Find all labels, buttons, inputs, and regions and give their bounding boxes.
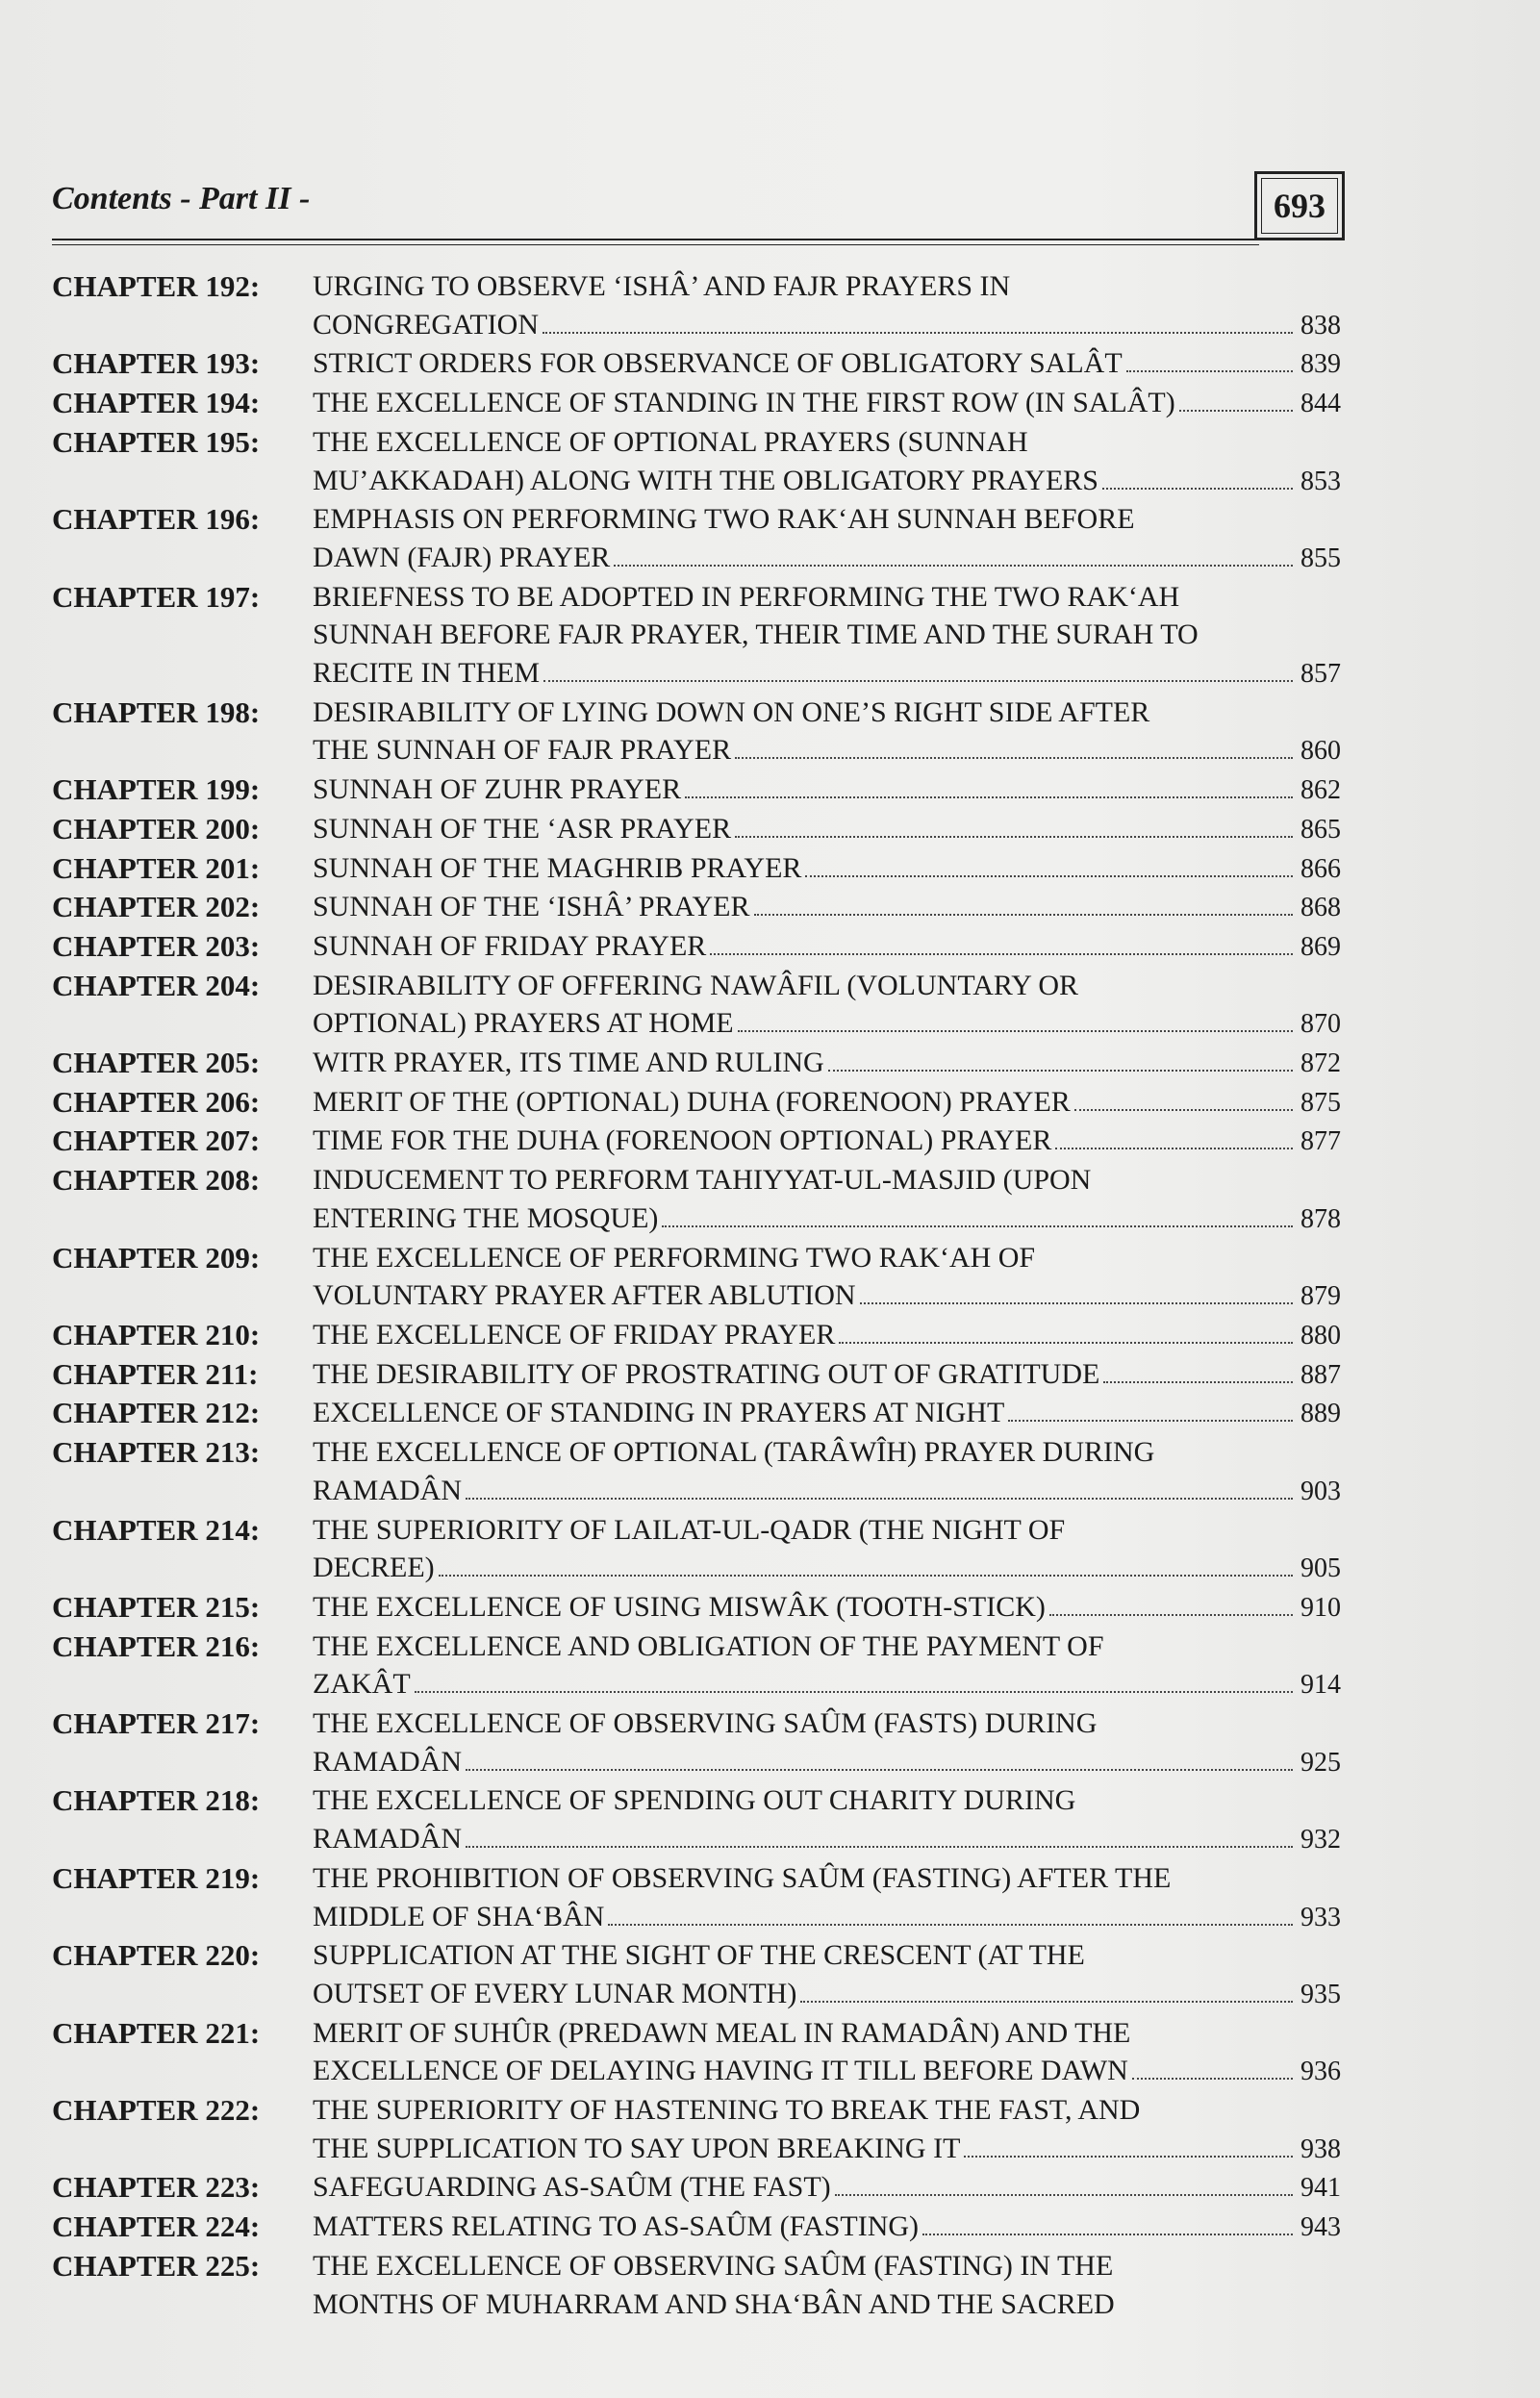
chapter-label: CHAPTER 198:	[52, 694, 261, 729]
title-text: EXCELLENCE OF DELAYING HAVING IT TILL BEFORE DAWN	[313, 2055, 1128, 2087]
toc-entry	[52, 1859, 1341, 1936]
toc-entry	[52, 849, 1341, 889]
chapter-title	[313, 578, 1341, 694]
toc-entry	[52, 888, 1341, 927]
page-ref: 887	[1300, 1359, 1341, 1390]
title-line	[313, 1239, 1341, 1277]
chapter-label: CHAPTER 205:	[52, 1046, 261, 1080]
page-ref: 910	[1300, 1592, 1341, 1623]
chapter-label: CHAPTER 219:	[52, 1860, 261, 1895]
page-ref: 877	[1300, 1126, 1341, 1157]
title-text: DESIRABILITY OF LYING DOWN ON ONE’S RIGHT SIDE AFTER	[313, 695, 1150, 728]
dot-leader	[922, 2234, 1293, 2235]
toc-entry	[52, 1161, 1341, 1238]
dot-leader	[415, 1691, 1293, 1693]
title-text: DAWN (FAJR) PRAYER	[313, 541, 611, 573]
title-line	[313, 384, 1341, 423]
chapter-title	[313, 423, 1341, 500]
title-text: THE EXCELLENCE AND OBLIGATION OF THE PAYMENT OF	[313, 1629, 1104, 1662]
toc-entry	[52, 694, 1341, 770]
page-ref: 938	[1300, 2133, 1341, 2164]
title-text: SUNNAH OF THE MAGHRIB PRAYER	[313, 851, 802, 884]
title-line	[313, 267, 1341, 306]
title-text: THE EXCELLENCE OF USING MISWÂK (TOOTH-STICK)	[313, 1590, 1046, 1623]
page-ref: 855	[1300, 543, 1341, 573]
title-line	[313, 1549, 1341, 1588]
toc-entry	[52, 1355, 1341, 1395]
dot-leader	[1126, 370, 1293, 372]
title-line	[313, 770, 1341, 810]
header-rule	[52, 239, 1259, 240]
page-ref: 941	[1300, 2173, 1341, 2204]
title-line	[313, 2285, 1341, 2324]
dot-leader	[1008, 1420, 1293, 1422]
chapter-label: CHAPTER 200:	[52, 811, 261, 846]
title-text: MERIT OF THE (OPTIONAL) DUHA (FORENOON) PRAYER	[313, 1085, 1071, 1118]
page-header	[52, 171, 1341, 267]
dot-leader	[662, 1225, 1293, 1227]
chapter-title	[313, 384, 1341, 423]
title-line	[313, 1083, 1341, 1123]
title-line	[313, 2168, 1341, 2208]
title-text: RAMADÂN	[313, 1823, 463, 1855]
toc-entry	[52, 2014, 1341, 2091]
chapter-title	[313, 1122, 1341, 1161]
chapter-title	[313, 927, 1341, 967]
title-line	[313, 694, 1341, 732]
title-text: VOLUNTARY PRAYER AFTER ABLUTION	[313, 1279, 856, 1312]
chapter-title	[313, 1859, 1341, 1936]
chapter-label: CHAPTER 193:	[52, 346, 261, 381]
chapter-title	[313, 888, 1341, 927]
title-text: THE SUPERIORITY OF HASTENING TO BREAK THE FAST, AND	[313, 2094, 1141, 2127]
dot-leader	[1179, 410, 1293, 412]
title-line	[313, 1433, 1341, 1472]
title-text: MIDDLE OF SHA‘BÂN	[313, 1900, 605, 1932]
title-line	[313, 578, 1341, 617]
chapter-label: CHAPTER 216:	[52, 1628, 261, 1663]
page-ref: 872	[1300, 1048, 1341, 1079]
toc-entry	[52, 967, 1341, 1044]
page-ref: 870	[1300, 1009, 1341, 1040]
chapter-title	[313, 967, 1341, 1044]
chapter-label: CHAPTER 223:	[52, 2170, 261, 2205]
page-number: 693	[1261, 178, 1338, 234]
title-line	[313, 306, 1341, 345]
title-text: SUPPLICATION AT THE SIGHT OF THE CRESCENT (AT THE	[313, 1939, 1085, 1972]
page-ref: 903	[1300, 1476, 1341, 1506]
title-text: THE PROHIBITION OF OBSERVING SAÛM (FASTING) AFTER THE	[313, 1861, 1172, 1894]
toc-entry	[52, 1588, 1341, 1628]
title-line	[313, 1781, 1341, 1820]
title-line	[313, 462, 1341, 501]
title-text: SUNNAH OF FRIDAY PRAYER	[313, 929, 707, 962]
dot-leader	[805, 875, 1293, 877]
chapter-label: CHAPTER 202:	[52, 890, 261, 924]
dot-leader	[1103, 1381, 1293, 1383]
page-number-box	[1254, 171, 1345, 240]
title-text: ZAKÂT	[313, 1668, 411, 1701]
title-line	[313, 1355, 1341, 1395]
chapter-title	[313, 1936, 1341, 2013]
toc-entry	[52, 1316, 1341, 1355]
dot-leader	[608, 1924, 1293, 1926]
chapter-title	[313, 2014, 1341, 2091]
toc-entry	[52, 500, 1341, 577]
toc-entry	[52, 384, 1341, 423]
toc-entry	[52, 1044, 1341, 1083]
toc-entry	[52, 2208, 1341, 2247]
title-text: SAFEGUARDING AS-SAÛM (THE FAST)	[313, 2171, 831, 2204]
running-head: Contents - Part II -	[52, 181, 311, 216]
title-line	[313, 1122, 1341, 1161]
title-text: INDUCEMENT TO PERFORM TAHIYYAT-UL-MASJID (UPON	[313, 1164, 1092, 1197]
title-line	[313, 967, 1341, 1005]
toc-entry	[52, 1628, 1341, 1704]
title-text: THE EXCELLENCE OF OPTIONAL PRAYERS (SUNNAH	[313, 425, 1028, 458]
chapter-label: CHAPTER 196:	[52, 502, 261, 537]
title-line	[313, 1199, 1341, 1239]
toc-entry	[52, 344, 1341, 384]
title-line	[313, 1628, 1341, 1666]
title-text: DECREE)	[313, 1552, 435, 1584]
toc-entry	[52, 578, 1341, 694]
chapter-label: CHAPTER 199:	[52, 772, 261, 807]
title-text: WITR PRAYER, ITS TIME AND RULING	[313, 1047, 824, 1079]
page-ref: 905	[1300, 1553, 1341, 1584]
chapter-title	[313, 1781, 1341, 1858]
title-text: SUNNAH OF THE ‘ISHÂ’ PRAYER	[313, 891, 750, 923]
dot-leader	[439, 1575, 1293, 1577]
page-ref: 857	[1300, 659, 1341, 690]
title-line	[313, 2130, 1341, 2169]
title-text: MU’AKKADAH) ALONG WITH THE OBLIGATORY PRAYERS	[313, 464, 1098, 496]
chapter-label: CHAPTER 211:	[52, 1356, 259, 1391]
title-line	[313, 1665, 1341, 1704]
page-ref: 932	[1300, 1825, 1341, 1855]
title-line	[313, 2247, 1341, 2285]
dot-leader	[860, 1302, 1293, 1304]
page-ref: 866	[1300, 853, 1341, 884]
dot-leader	[1055, 1148, 1293, 1149]
dot-leader	[964, 2156, 1293, 2158]
chapter-title	[313, 694, 1341, 770]
title-text: THE EXCELLENCE OF STANDING IN THE FIRST ROW (IN SALÂT)	[313, 387, 1175, 419]
title-line	[313, 1044, 1341, 1083]
dot-leader	[710, 953, 1293, 955]
dot-leader	[466, 1846, 1293, 1848]
page-ref: 839	[1300, 349, 1341, 380]
page-ref: 914	[1300, 1670, 1341, 1701]
title-line	[313, 1936, 1341, 1975]
page-ref: 865	[1300, 814, 1341, 845]
chapter-label: CHAPTER 220:	[52, 1938, 261, 1973]
page-ref: 844	[1300, 389, 1341, 419]
chapter-label: CHAPTER 192:	[52, 269, 261, 303]
title-text: DESIRABILITY OF OFFERING NAWÂFIL (VOLUNTARY OR	[313, 969, 1079, 1001]
title-text: THE EXCELLENCE OF PERFORMING TWO RAK‘AH OF	[313, 1241, 1036, 1274]
title-line	[313, 539, 1341, 578]
toc-entry	[52, 770, 1341, 810]
title-text: EXCELLENCE OF STANDING IN PRAYERS AT NIGHT	[313, 1397, 1005, 1429]
toc-entry	[52, 1781, 1341, 1858]
title-text: RECITE IN THEM	[313, 657, 541, 690]
title-line	[313, 2091, 1341, 2130]
chapter-title	[313, 1588, 1341, 1628]
title-line	[313, 731, 1341, 770]
title-text: SUNNAH OF ZUHR PRAYER	[313, 773, 682, 806]
page-ref: 889	[1300, 1399, 1341, 1429]
toc-entry	[52, 1083, 1341, 1123]
title-line	[313, 2014, 1341, 2053]
title-text: URGING TO OBSERVE ‘ISHÂ’ AND FAJR PRAYERS IN	[313, 270, 1011, 302]
page-ref: 869	[1300, 931, 1341, 962]
title-line	[313, 2052, 1341, 2091]
dot-leader	[1049, 1614, 1293, 1616]
page-ref: 878	[1300, 1203, 1341, 1234]
chapter-title	[313, 1161, 1341, 1238]
title-line	[313, 1316, 1341, 1355]
page-ref: 935	[1300, 1979, 1341, 2009]
chapter-label: CHAPTER 206:	[52, 1084, 261, 1119]
title-text: ENTERING THE MOSQUE)	[313, 1201, 659, 1234]
toc-entry	[52, 1433, 1341, 1510]
title-text: THE SUPPLICATION TO SAY UPON BREAKING IT	[313, 2132, 961, 2164]
chapter-label: CHAPTER 222:	[52, 2093, 261, 2128]
chapter-title	[313, 1394, 1341, 1433]
chapter-label: CHAPTER 225:	[52, 2248, 261, 2283]
title-line	[313, 1704, 1341, 1743]
title-line	[313, 344, 1341, 384]
title-text: EMPHASIS ON PERFORMING TWO RAK‘AH SUNNAH BEFORE	[313, 503, 1135, 536]
page-ref: 925	[1300, 1747, 1341, 1778]
title-line	[313, 927, 1341, 967]
toc-entry	[52, 1239, 1341, 1316]
chapter-title	[313, 1316, 1341, 1355]
title-text: THE EXCELLENCE OF SPENDING OUT CHARITY DURING	[313, 1784, 1076, 1817]
dot-leader	[466, 1769, 1293, 1771]
chapter-title	[313, 2091, 1341, 2168]
dot-leader	[614, 565, 1293, 567]
dot-leader	[754, 914, 1294, 916]
title-text: THE EXCELLENCE OF OBSERVING SAÛM (FASTING) IN THE	[313, 2249, 1114, 2282]
title-line	[313, 1161, 1341, 1199]
title-text: TIME FOR THE DUHA (FORENOON OPTIONAL) PRAYER	[313, 1124, 1052, 1157]
dot-leader	[1074, 1109, 1293, 1111]
title-text: SUNNAH BEFORE FAJR PRAYER, THEIR TIME AND THE SURAH TO	[313, 618, 1199, 651]
chapter-label: CHAPTER 221:	[52, 2015, 261, 2050]
chapter-label: CHAPTER 214:	[52, 1512, 261, 1547]
toc-entry	[52, 423, 1341, 500]
chapter-title	[313, 2168, 1341, 2208]
page-ref: 933	[1300, 1902, 1341, 1932]
chapter-label: CHAPTER 201:	[52, 850, 261, 885]
chapter-title	[313, 1044, 1341, 1083]
chapter-title	[313, 810, 1341, 849]
chapter-label: CHAPTER 217:	[52, 1706, 261, 1741]
dot-leader	[543, 332, 1293, 334]
toc-entry	[52, 1511, 1341, 1588]
dot-leader	[466, 1498, 1293, 1500]
chapter-label: CHAPTER 224:	[52, 2209, 261, 2244]
chapter-label: CHAPTER 215:	[52, 1589, 261, 1624]
toc-entry	[52, 2247, 1341, 2323]
dot-leader	[738, 1030, 1293, 1032]
page-ref: 875	[1300, 1087, 1341, 1118]
chapter-label: CHAPTER 194:	[52, 386, 261, 420]
dot-leader	[735, 836, 1293, 838]
title-text: CONGREGATION	[313, 308, 539, 341]
page-ref: 862	[1300, 775, 1341, 806]
toc-entry	[52, 2168, 1341, 2208]
title-text: STRICT ORDERS FOR OBSERVANCE OF OBLIGATORY SALÂT	[313, 347, 1123, 380]
chapter-label: CHAPTER 213:	[52, 1435, 261, 1470]
title-text: MONTHS OF MUHARRAM AND SHA‘BÂN AND THE SACRED	[313, 2287, 1115, 2320]
chapter-title	[313, 1628, 1341, 1704]
chapter-title	[313, 2208, 1341, 2247]
page-ref: 853	[1300, 466, 1341, 496]
chapter-title	[313, 267, 1341, 344]
page-ref: 838	[1300, 310, 1341, 341]
chapter-label: CHAPTER 208:	[52, 1163, 261, 1198]
title-text: THE SUNNAH OF FAJR PRAYER	[313, 734, 732, 767]
chapter-title	[313, 500, 1341, 577]
title-text: OPTIONAL) PRAYERS AT HOME	[313, 1007, 734, 1040]
title-line	[313, 1859, 1341, 1898]
title-line	[313, 2208, 1341, 2247]
page-ref: 868	[1300, 893, 1341, 923]
dot-leader	[1132, 2078, 1293, 2080]
toc-entry	[52, 1122, 1341, 1161]
title-line	[313, 849, 1341, 889]
chapter-title	[313, 770, 1341, 810]
title-line	[313, 1820, 1341, 1859]
title-line	[313, 1588, 1341, 1628]
title-line	[313, 888, 1341, 927]
title-line	[313, 1511, 1341, 1550]
title-text: THE EXCELLENCE OF OBSERVING SAÛM (FASTS) DURING	[313, 1707, 1098, 1740]
chapter-title	[313, 1433, 1341, 1510]
title-line	[313, 810, 1341, 849]
chapter-label: CHAPTER 218:	[52, 1783, 261, 1818]
title-line	[313, 1004, 1341, 1044]
title-line	[313, 1743, 1341, 1782]
title-text: SUNNAH OF THE ‘ASR PRAYER	[313, 812, 732, 845]
title-text: BRIEFNESS TO BE ADOPTED IN PERFORMING THE TWO RAK‘AH	[313, 580, 1180, 613]
chapter-title	[313, 849, 1341, 889]
title-text: THE DESIRABILITY OF PROSTRATING OUT OF GRATITUDE	[313, 1357, 1100, 1390]
toc-entry	[52, 267, 1341, 344]
chapter-title	[313, 2247, 1341, 2323]
title-line	[313, 500, 1341, 539]
dot-leader	[800, 2001, 1293, 2003]
dot-leader	[735, 757, 1293, 759]
dot-leader	[839, 1342, 1293, 1344]
title-text: MATTERS RELATING TO AS-SAÛM (FASTING)	[313, 2210, 920, 2243]
title-text: THE EXCELLENCE OF FRIDAY PRAYER	[313, 1318, 836, 1350]
dot-leader	[543, 680, 1293, 682]
chapter-label: CHAPTER 209:	[52, 1240, 261, 1275]
chapter-label: CHAPTER 203:	[52, 928, 261, 963]
title-line	[313, 423, 1341, 462]
page-ref: 880	[1300, 1320, 1341, 1350]
title-text: MERIT OF SUHÛR (PREDAWN MEAL IN RAMADÂN) AND THE	[313, 2016, 1131, 2049]
chapter-title	[313, 344, 1341, 384]
toc-entry	[52, 810, 1341, 849]
title-line	[313, 1394, 1341, 1433]
dot-leader	[835, 2194, 1293, 2196]
toc-entry	[52, 1704, 1341, 1781]
chapter-title	[313, 1239, 1341, 1316]
page-ref: 936	[1300, 2057, 1341, 2087]
title-line	[313, 616, 1341, 654]
header-rule-thin	[52, 244, 1259, 245]
title-text: OUTSET OF EVERY LUNAR MONTH)	[313, 1977, 797, 2009]
title-line	[313, 1898, 1341, 1937]
chapter-label: CHAPTER 207:	[52, 1123, 261, 1158]
title-line	[313, 1472, 1341, 1511]
chapter-label: CHAPTER 195:	[52, 424, 261, 459]
toc-entry	[52, 1394, 1341, 1433]
toc-entry	[52, 927, 1341, 967]
title-text: THE EXCELLENCE OF OPTIONAL (TARÂWÎH) PRAYER DURING	[313, 1436, 1155, 1469]
chapter-title	[313, 1083, 1341, 1123]
chapter-label: CHAPTER 210:	[52, 1317, 261, 1351]
toc-entry	[52, 2091, 1341, 2168]
chapter-label: CHAPTER 212:	[52, 1396, 261, 1430]
chapter-label: CHAPTER 204:	[52, 968, 261, 1002]
dot-leader	[828, 1070, 1293, 1072]
title-text: THE SUPERIORITY OF LAILAT-UL-QADR (THE NIGHT OF	[313, 1513, 1066, 1546]
page-ref: 879	[1300, 1281, 1341, 1312]
chapter-title	[313, 1704, 1341, 1781]
toc-entry	[52, 1936, 1341, 2013]
table-of-contents	[52, 267, 1341, 2323]
chapter-label: CHAPTER 197:	[52, 579, 261, 614]
dot-leader	[685, 796, 1293, 798]
chapter-title	[313, 1355, 1341, 1395]
dot-leader	[1102, 488, 1293, 490]
page-ref: 943	[1300, 2212, 1341, 2243]
title-line	[313, 1975, 1341, 2014]
title-line	[313, 1276, 1341, 1316]
title-line	[313, 654, 1341, 694]
page-ref: 860	[1300, 736, 1341, 767]
title-text: RAMADÂN	[313, 1745, 463, 1778]
title-text: RAMADÂN	[313, 1474, 463, 1506]
chapter-title	[313, 1511, 1341, 1588]
